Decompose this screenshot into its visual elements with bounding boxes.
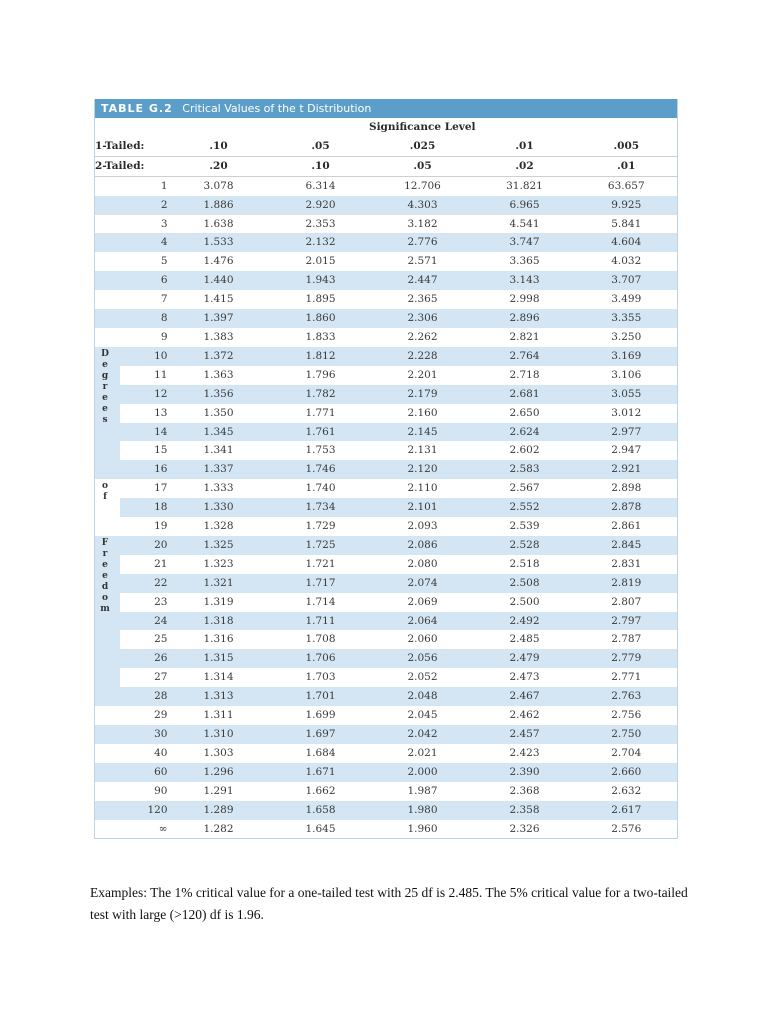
critical-value-cell: 2.485 — [509, 633, 540, 646]
df-cell: 30 — [120, 725, 168, 744]
critical-value-cell: 2.878 — [576, 498, 678, 517]
critical-value-cell: 2.132 — [270, 233, 372, 252]
critical-value-cell: 2.052 — [407, 671, 438, 684]
critical-value-cell: 2.571 — [407, 255, 438, 268]
critical-value-cell: 2.602 — [509, 444, 540, 457]
critical-value-cell: 2.763 — [576, 687, 678, 706]
df-cell: 5 — [160, 255, 168, 268]
critical-value-cell: 2.457 — [474, 725, 576, 744]
two-tailed-value: .01 — [576, 156, 678, 176]
critical-value-cell: 2.015 — [305, 255, 336, 268]
critical-value-cell: 2.390 — [474, 763, 576, 782]
table-row — [95, 423, 678, 442]
critical-value-cell: 1.658 — [270, 801, 372, 820]
two-tailed-label: 2-Tailed: — [95, 156, 168, 176]
df-cell: 7 — [160, 293, 168, 306]
table-row — [95, 441, 678, 460]
critical-value-cell: 2.500 — [509, 595, 540, 608]
critical-value-cell: 2.064 — [372, 612, 474, 631]
critical-value-cell: 2.650 — [509, 406, 540, 419]
df-cell: 2 — [120, 196, 168, 215]
critical-value-cell: 2.201 — [407, 368, 438, 381]
table-row — [95, 668, 678, 687]
critical-value-cell: 3.365 — [509, 255, 540, 268]
df-cell: 90 — [154, 784, 168, 797]
critical-value-cell: 2.552 — [474, 498, 576, 517]
df-cell: 24 — [120, 612, 168, 631]
critical-value-cell: 1.321 — [168, 574, 270, 593]
critical-value-cell: 1.980 — [372, 801, 474, 820]
critical-value-cell: 2.821 — [509, 330, 540, 343]
critical-value-cell: 3.078 — [203, 179, 234, 192]
table-title-label: TABLE G.2 — [101, 102, 173, 115]
critical-value-cell: 1.311 — [203, 709, 234, 722]
df-cell: 4 — [120, 233, 168, 252]
critical-value-cell: 2.160 — [407, 406, 438, 419]
critical-value-cell: 2.353 — [305, 217, 336, 230]
critical-value-cell: 1.771 — [305, 406, 336, 419]
df-cell: 15 — [154, 444, 168, 457]
critical-value-cell: 1.397 — [168, 309, 270, 328]
table-row — [95, 612, 678, 631]
df-cell: 9 — [160, 330, 168, 343]
critical-value-cell: 4.604 — [576, 233, 678, 252]
critical-value-cell: 2.718 — [509, 368, 540, 381]
critical-value-cell: 2.074 — [372, 574, 474, 593]
table-row — [95, 290, 678, 309]
one-tailed-value: .05 — [270, 137, 372, 156]
critical-value-cell: 2.831 — [611, 557, 642, 570]
df-cell: 10 — [120, 347, 168, 366]
critical-value-cell: 2.896 — [474, 309, 576, 328]
critical-value-cell: 1.476 — [203, 255, 234, 268]
critical-value-cell: 1.638 — [203, 217, 234, 230]
table-row — [95, 215, 678, 234]
critical-value-cell: 1.316 — [203, 633, 234, 646]
critical-value-cell: 2.660 — [576, 763, 678, 782]
critical-value-cell: 2.365 — [407, 293, 438, 306]
critical-value-cell: 1.706 — [270, 649, 372, 668]
critical-value-cell: 2.086 — [372, 536, 474, 555]
critical-value-cell: 3.106 — [611, 368, 642, 381]
critical-value-cell: 63.657 — [607, 179, 645, 192]
table-row — [95, 252, 678, 271]
critical-value-cell: 2.756 — [611, 709, 642, 722]
critical-value-cell: 2.060 — [407, 633, 438, 646]
critical-value-cell: 1.533 — [168, 233, 270, 252]
df-cell: 11 — [154, 368, 168, 381]
df-cell: 28 — [120, 687, 168, 706]
table-row — [95, 574, 678, 593]
critical-value-cell: 2.807 — [611, 595, 642, 608]
two-tailed-value: .20 — [168, 156, 270, 176]
critical-value-cell: 1.697 — [270, 725, 372, 744]
critical-value-cell: 1.703 — [305, 671, 336, 684]
critical-value-cell: 3.747 — [474, 233, 576, 252]
table-row — [95, 536, 678, 555]
table-row — [95, 347, 678, 366]
critical-value-cell: 2.131 — [407, 444, 438, 457]
df-cell: 60 — [120, 763, 168, 782]
critical-value-cell: 3.012 — [611, 406, 642, 419]
table-row — [95, 630, 678, 649]
critical-value-cell: 2.771 — [611, 671, 642, 684]
table-title-text: Critical Values of the t Distribution — [182, 102, 372, 115]
table-title-row — [95, 99, 678, 118]
critical-value-cell: 2.423 — [509, 746, 540, 759]
df-cell: 3 — [160, 217, 168, 230]
table-row — [95, 460, 678, 479]
critical-value-cell: 2.447 — [372, 271, 474, 290]
critical-value-cell: 2.467 — [474, 687, 576, 706]
critical-value-cell: 1.782 — [270, 385, 372, 404]
critical-value-cell: 2.368 — [509, 784, 540, 797]
critical-value-cell: 2.797 — [576, 612, 678, 631]
table-row — [95, 176, 678, 195]
critical-value-cell: 4.032 — [611, 255, 642, 268]
critical-value-cell: 1.721 — [305, 557, 336, 570]
critical-value-cell: 2.262 — [407, 330, 438, 343]
df-cell: 29 — [154, 709, 168, 722]
critical-value-cell: 2.101 — [372, 498, 474, 517]
table-row — [95, 498, 678, 517]
critical-value-cell: 3.169 — [576, 347, 678, 366]
critical-value-cell: 1.708 — [305, 633, 336, 646]
critical-value-cell: 3.143 — [474, 271, 576, 290]
significance-row — [95, 118, 678, 137]
one-tailed-value: .025 — [372, 137, 474, 156]
critical-value-cell: 2.617 — [576, 801, 678, 820]
critical-value-cell: 2.326 — [474, 820, 576, 839]
critical-value-cell: 1.701 — [270, 687, 372, 706]
df-cell: 120 — [120, 801, 168, 820]
critical-value-cell: 1.662 — [305, 784, 336, 797]
table-row — [95, 555, 678, 574]
critical-value-cell: 2.080 — [407, 557, 438, 570]
critical-value-cell: 1.761 — [270, 423, 372, 442]
table-row — [95, 309, 678, 328]
critical-value-cell: 4.541 — [509, 217, 540, 230]
one-tailed-value: .01 — [474, 137, 576, 156]
table-row — [95, 763, 678, 782]
critical-value-cell: 2.179 — [372, 385, 474, 404]
critical-value-cell: 1.289 — [168, 801, 270, 820]
df-cell: 20 — [120, 536, 168, 555]
critical-value-cell: 2.528 — [474, 536, 576, 555]
critical-value-cell: 2.998 — [509, 293, 540, 306]
table-row — [95, 820, 678, 839]
critical-value-cell: 2.583 — [474, 460, 576, 479]
critical-value-cell: 2.145 — [372, 423, 474, 442]
critical-value-cell: 2.358 — [474, 801, 576, 820]
examples-footnote: Examples: The 1% critical value for a one-tailed test with 25 df is 2.485. The 5% critical value for a two-tailed test with large (>120) df is 1.96. — [90, 885, 688, 922]
critical-value-cell: 12.706 — [404, 179, 441, 192]
significance-level-label: Significance Level — [368, 121, 476, 133]
table-row — [95, 593, 678, 612]
critical-value-cell: 2.462 — [509, 709, 540, 722]
critical-value-cell: 1.746 — [270, 460, 372, 479]
critical-value-cell: 1.717 — [270, 574, 372, 593]
degrees-of-freedom-side-label — [95, 536, 120, 687]
critical-value-cell: 2.977 — [576, 423, 678, 442]
critical-value-cell: 6.965 — [474, 196, 576, 215]
critical-value-cell: 2.898 — [611, 482, 642, 495]
critical-value-cell: 2.479 — [474, 649, 576, 668]
critical-value-cell: 2.000 — [372, 763, 474, 782]
critical-value-cell: 1.314 — [203, 671, 234, 684]
critical-value-cell: 1.699 — [305, 709, 336, 722]
critical-value-cell: 1.296 — [168, 763, 270, 782]
table-row — [95, 271, 678, 290]
degrees-of-freedom-side-label — [95, 479, 120, 536]
critical-value-cell: 2.228 — [372, 347, 474, 366]
critical-value-cell: 2.787 — [611, 633, 642, 646]
critical-value-cell: 1.684 — [305, 746, 336, 759]
table-row — [95, 649, 678, 668]
two-tailed-value: .05 — [372, 156, 474, 176]
critical-value-cell: 1.315 — [168, 649, 270, 668]
table-row — [95, 328, 678, 347]
table-row — [95, 479, 678, 498]
critical-value-cell: 1.886 — [168, 196, 270, 215]
critical-value-cell: 2.539 — [509, 520, 540, 533]
two-tailed-value: .02 — [474, 156, 576, 176]
critical-value-cell: 2.681 — [474, 385, 576, 404]
critical-value-cell: 1.328 — [203, 520, 234, 533]
two-tailed-value: .10 — [270, 156, 372, 176]
df-cell: 16 — [120, 460, 168, 479]
table-row — [95, 404, 678, 423]
critical-value-cell: 2.021 — [407, 746, 438, 759]
df-cell: 1 — [160, 179, 168, 192]
critical-value-cell: 1.987 — [407, 784, 438, 797]
df-cell: 25 — [154, 633, 168, 646]
table-row — [95, 517, 678, 536]
df-cell: 14 — [120, 423, 168, 442]
critical-value-cell: 1.341 — [203, 444, 234, 457]
critical-value-cell: 1.323 — [203, 557, 234, 570]
critical-value-cell: 1.372 — [168, 347, 270, 366]
side-label-text: o f — [101, 481, 108, 503]
critical-value-cell: 1.753 — [305, 444, 336, 457]
critical-value-cell: 2.048 — [372, 687, 474, 706]
critical-value-cell: 1.383 — [203, 330, 234, 343]
critical-value-cell: 2.845 — [576, 536, 678, 555]
critical-value-cell: 1.313 — [168, 687, 270, 706]
critical-value-cell: 1.812 — [270, 347, 372, 366]
critical-value-cell: 2.764 — [474, 347, 576, 366]
critical-value-cell: 2.492 — [474, 612, 576, 631]
critical-value-cell: 1.960 — [372, 820, 474, 839]
critical-value-cell: 1.714 — [305, 595, 336, 608]
critical-value-cell: 2.518 — [509, 557, 540, 570]
critical-value-cell: 1.943 — [270, 271, 372, 290]
table-row — [95, 687, 678, 706]
t-distribution-table — [94, 99, 678, 839]
critical-value-cell: 1.356 — [168, 385, 270, 404]
two-tailed-header-row — [95, 156, 678, 176]
critical-value-cell: 1.345 — [168, 423, 270, 442]
critical-value-cell: 1.363 — [203, 368, 234, 381]
critical-value-cell: 2.861 — [611, 520, 642, 533]
df-cell: 23 — [154, 595, 168, 608]
one-tailed-value: .005 — [576, 137, 678, 156]
critical-value-cell: 2.921 — [576, 460, 678, 479]
critical-value-cell: 2.750 — [576, 725, 678, 744]
critical-value-cell: 2.045 — [407, 709, 438, 722]
df-cell: 22 — [120, 574, 168, 593]
table-row — [95, 744, 678, 763]
critical-value-cell: 3.250 — [611, 330, 642, 343]
critical-value-cell: 1.303 — [203, 746, 234, 759]
one-tailed-value: .10 — [168, 137, 270, 156]
df-cell: 6 — [120, 271, 168, 290]
critical-value-cell: 4.303 — [372, 196, 474, 215]
critical-value-cell: 1.319 — [203, 595, 234, 608]
critical-value-cell: 2.779 — [576, 649, 678, 668]
df-cell: 13 — [154, 406, 168, 419]
critical-value-cell: 3.182 — [407, 217, 438, 230]
table-row — [95, 366, 678, 385]
critical-value-cell: 1.333 — [203, 482, 234, 495]
critical-value-cell: 1.860 — [270, 309, 372, 328]
table-title — [95, 99, 678, 118]
df-cell: ∞ — [120, 820, 168, 839]
critical-value-cell: 2.120 — [372, 460, 474, 479]
critical-value-cell: 2.093 — [407, 520, 438, 533]
critical-value-cell: 6.314 — [305, 179, 336, 192]
critical-value-cell: 1.310 — [168, 725, 270, 744]
df-cell: 17 — [154, 482, 168, 495]
critical-value-cell: 1.325 — [168, 536, 270, 555]
critical-value-cell: 2.042 — [372, 725, 474, 744]
critical-value-cell: 3.499 — [611, 293, 642, 306]
table-row — [95, 725, 678, 744]
critical-value-cell: 2.819 — [576, 574, 678, 593]
critical-value-cell: 2.110 — [407, 482, 438, 495]
df-cell: 26 — [120, 649, 168, 668]
critical-value-cell: 2.920 — [270, 196, 372, 215]
df-cell: 18 — [120, 498, 168, 517]
critical-value-cell: 1.729 — [305, 520, 336, 533]
table-row — [95, 385, 678, 404]
critical-value-cell: 1.415 — [203, 293, 234, 306]
critical-value-cell: 1.711 — [270, 612, 372, 631]
critical-value-cell: 1.318 — [168, 612, 270, 631]
critical-value-cell: 2.473 — [509, 671, 540, 684]
critical-value-cell: 1.740 — [305, 482, 336, 495]
critical-value-cell: 9.925 — [576, 196, 678, 215]
critical-value-cell: 3.055 — [576, 385, 678, 404]
df-cell: 40 — [154, 746, 168, 759]
one-tailed-label: 1-Tailed: — [95, 137, 168, 156]
critical-value-cell: 2.576 — [576, 820, 678, 839]
table-row — [95, 196, 678, 215]
degrees-of-freedom-side-label — [95, 347, 120, 479]
critical-value-cell: 1.645 — [270, 820, 372, 839]
critical-value-cell: 2.776 — [372, 233, 474, 252]
critical-value-cell: 2.567 — [509, 482, 540, 495]
critical-value-cell: 2.624 — [474, 423, 576, 442]
critical-value-cell: 1.671 — [270, 763, 372, 782]
critical-value-cell: 1.734 — [270, 498, 372, 517]
critical-value-cell: 1.895 — [305, 293, 336, 306]
df-cell: 12 — [120, 385, 168, 404]
critical-value-cell: 1.282 — [168, 820, 270, 839]
side-label-text: F r e e d o m — [100, 537, 110, 614]
table-row — [95, 706, 678, 725]
critical-value-cell: 31.821 — [506, 179, 543, 192]
df-cell: 27 — [154, 671, 168, 684]
critical-value-cell: 1.833 — [305, 330, 336, 343]
one-tailed-header-row — [95, 137, 678, 156]
critical-value-cell: 2.508 — [474, 574, 576, 593]
critical-value-cell: 1.725 — [270, 536, 372, 555]
critical-value-cell: 2.306 — [372, 309, 474, 328]
critical-value-cell: 5.841 — [611, 217, 642, 230]
critical-value-cell: 1.291 — [203, 784, 234, 797]
side-label-text: D e g r e e s — [101, 348, 109, 425]
critical-value-cell: 3.355 — [576, 309, 678, 328]
df-cell: 21 — [154, 557, 168, 570]
critical-value-cell: 2.069 — [407, 595, 438, 608]
critical-value-cell: 1.440 — [168, 271, 270, 290]
critical-value-cell: 1.350 — [203, 406, 234, 419]
critical-value-cell: 2.704 — [611, 746, 642, 759]
table-body — [95, 176, 678, 839]
critical-value-cell: 1.337 — [168, 460, 270, 479]
critical-value-cell: 3.707 — [576, 271, 678, 290]
df-cell: 8 — [120, 309, 168, 328]
table-row — [95, 801, 678, 820]
critical-value-cell: 2.632 — [611, 784, 642, 797]
critical-value-cell: 2.947 — [611, 444, 642, 457]
critical-value-cell: 1.796 — [305, 368, 336, 381]
table-row — [95, 233, 678, 252]
table-row — [95, 782, 678, 801]
critical-value-cell: 1.330 — [168, 498, 270, 517]
critical-value-cell: 2.056 — [372, 649, 474, 668]
df-cell: 19 — [154, 520, 168, 533]
